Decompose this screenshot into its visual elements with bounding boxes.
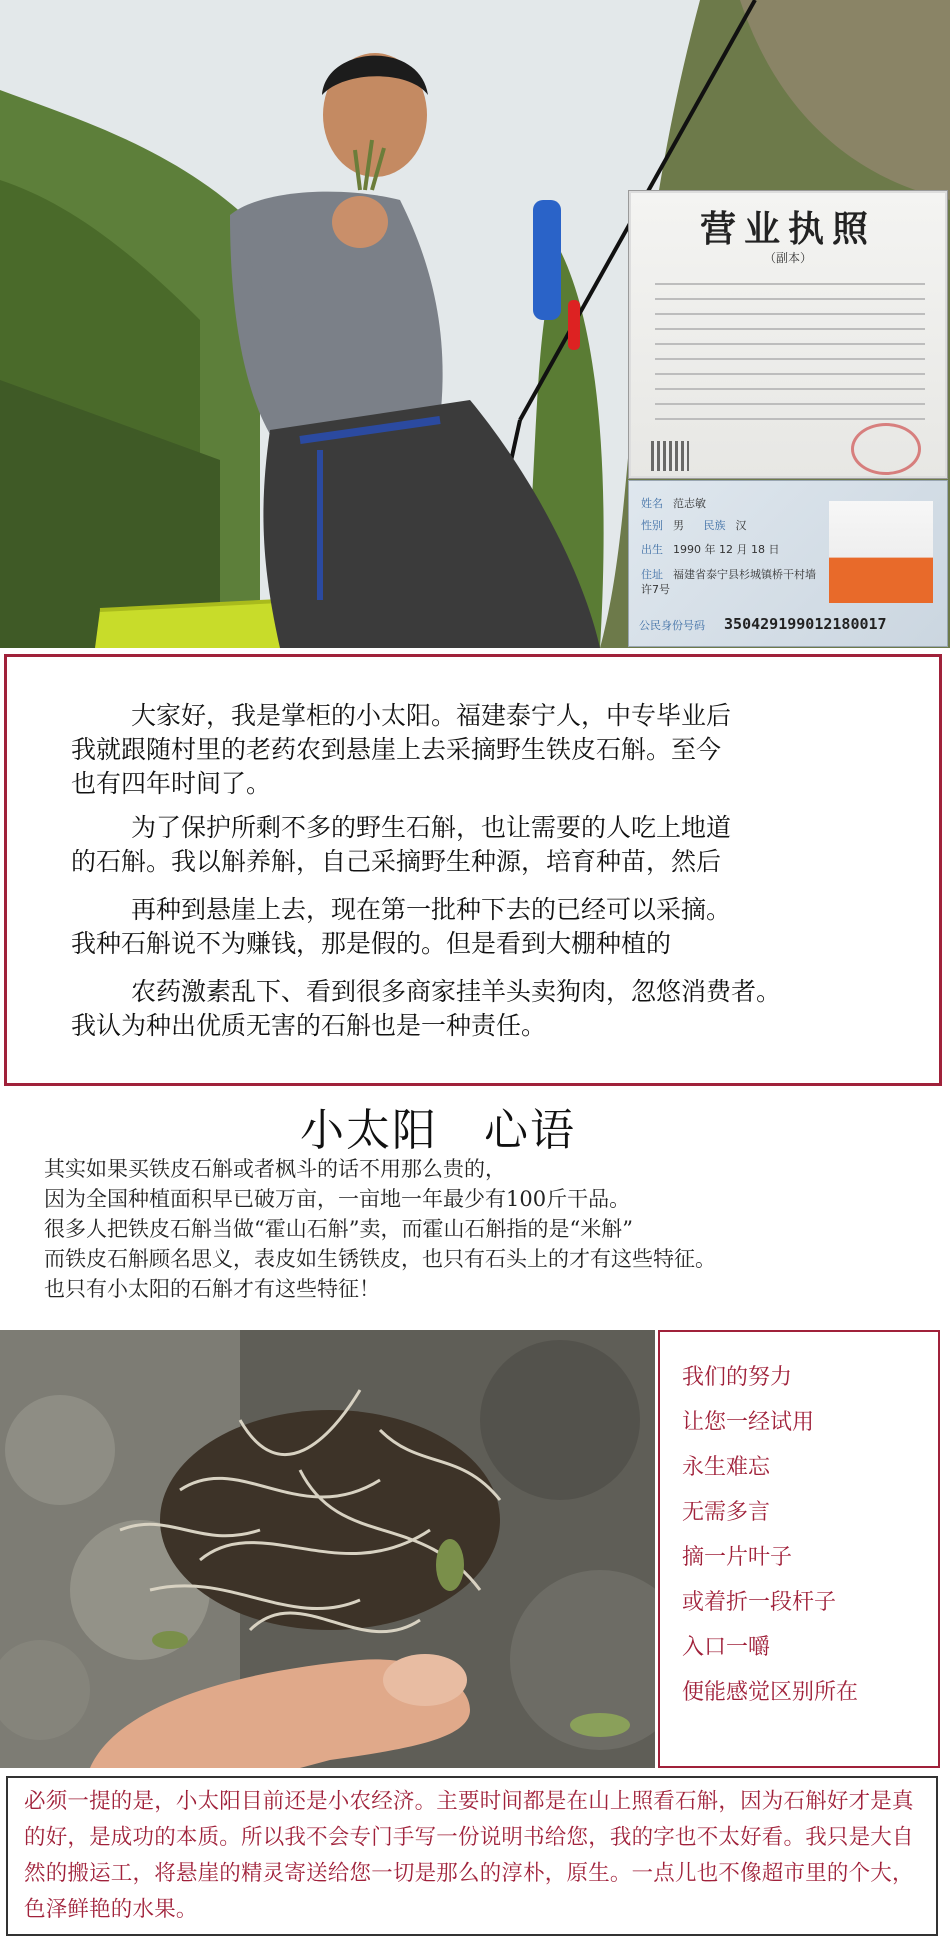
effort-line: 无需多言: [682, 1500, 771, 1525]
official-seal-icon: [851, 423, 921, 475]
dendrobium-photo: [0, 1330, 655, 1768]
effort-line: 永生难忘: [682, 1455, 771, 1480]
id-card-image: [628, 480, 948, 647]
effort-line: 让您一经试用: [682, 1410, 815, 1435]
qr-code-icon: [651, 441, 689, 471]
note-box: [6, 1776, 938, 1936]
id-gender-row: 性别 男 民族 汉: [641, 519, 747, 532]
effort-line: 便能感觉区别所在: [682, 1680, 859, 1705]
story-paragraph-3: 再种到悬崖上去，现在第一批种下去的已经可以采摘。 我种石斛说不为赚钱，那是假的。但是看到大棚种植的: [71, 895, 732, 958]
id-portrait-photo: [829, 501, 933, 603]
heart-line: 很多人把铁皮石斛当做“霍山石斛”卖，而霍山石斛指的是“米斛”: [44, 1217, 633, 1241]
heart-line: 而铁皮石斛顾名思义，表皮如生锈铁皮，也只有石头上的才有这些特征。: [44, 1247, 716, 1271]
story-box: [4, 654, 942, 1086]
story-paragraph-4: 农药激素乱下、看到很多商家挂羊头卖狗肉，忽悠消费者。 我认为种出优质无害的石斛也是一种责任。: [71, 977, 782, 1040]
heart-line: 因为全国种植面积早已破万亩，一亩地一年最少有100斤干品。: [44, 1187, 631, 1211]
id-name-row: 姓名 范志敏: [641, 497, 706, 510]
effort-box: [658, 1330, 940, 1768]
id-name: 范志敏: [673, 497, 706, 510]
business-license-image: [628, 190, 948, 479]
license-title: 营业执照: [699, 208, 876, 250]
heart-line: 其实如果买铁皮石斛或者枫斗的话不用那么贵的，: [44, 1157, 506, 1181]
id-number: 350429199012180017: [724, 615, 887, 633]
note-text: 必须一提的是，小太阳目前还是小农经济。主要时间都是在山上照看石斛，因为石斛好才是真的好，是成功的本质。所以我不会专门手写一份说明书给您，我的字也不太好看。我只是大自然的搬运工，将悬崖的精灵寄送给您一切是那么的淳朴，原生。一点儿也不像超市里的个大，色泽鲜艳的水果。: [24, 1789, 914, 1922]
effort-line: 摘一片叶子: [682, 1545, 793, 1570]
license-subtitle: （副本）: [763, 251, 812, 265]
effort-line: 我们的努力: [682, 1365, 793, 1390]
hero-photo: [0, 0, 950, 648]
id-birth: 1990 年 12 月 18 日: [673, 543, 780, 556]
id-birth-row: 出生 1990 年 12 月 18 日: [641, 543, 780, 556]
story-paragraph-1: 大家好，我是掌柜的小太阳。福建泰宁人，中专毕业后 我就跟随村里的老药农到悬崖上去采摘野生铁皮石斛。至今 也有四年时间了。: [71, 701, 732, 798]
heart-words-text: [44, 1154, 924, 1304]
id-gender: 男: [673, 519, 684, 532]
license-text-lines: [655, 283, 925, 433]
effort-line: 或着折一段杆子: [682, 1590, 837, 1615]
heart-line: 也只有小太阳的石斛才有这些特征！: [44, 1277, 380, 1301]
id-ethnicity: 汉: [735, 519, 747, 532]
dendrobium-roots-scene: [0, 1330, 655, 1768]
id-address: 福建省泰宁县杉城镇桥干村墙许7号: [641, 568, 816, 596]
story-paragraph-2: 为了保护所剩不多的野生石斛，也让需要的人吃上地道 的石斛。我以斛养斛，自己采摘野生种源，培育种苗，然后: [71, 813, 732, 876]
heart-words-title: 小太阳 心语: [300, 1105, 576, 1156]
id-number-row: 公民身份号码 350429199012180017: [639, 615, 887, 633]
effort-line: 入口一嚼: [682, 1635, 771, 1660]
id-address-row: 住址 福建省泰宁县杉城镇桥干村墙许7号: [641, 568, 816, 596]
